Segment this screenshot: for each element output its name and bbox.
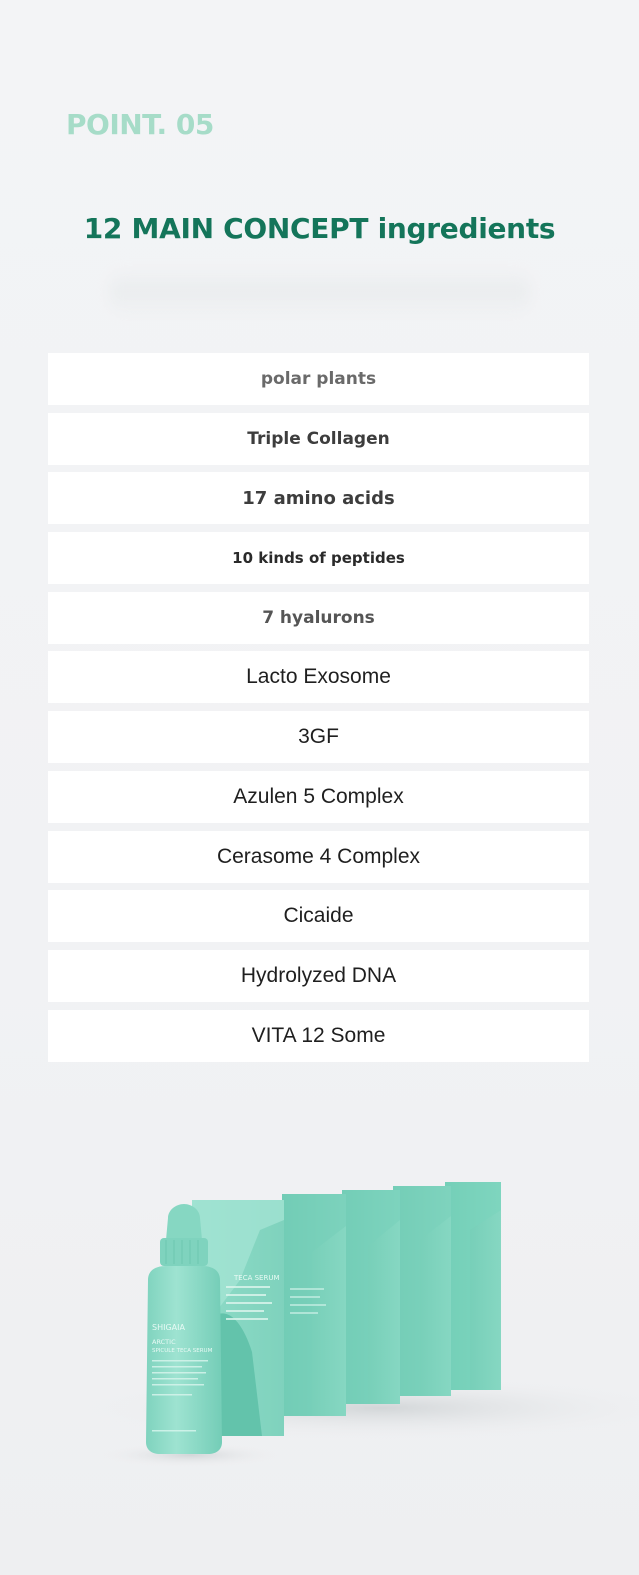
section-point-label: POINT. 05: [66, 108, 214, 141]
ingredient-item: [48, 950, 589, 1002]
bottle-brand: SHIGAIA: [152, 1323, 185, 1332]
ingredient-item: [48, 890, 589, 942]
ingredient-item: [48, 532, 589, 584]
ingredient-item: [48, 831, 589, 883]
ingredient-label: polar plants: [260, 369, 377, 389]
ingredient-item: [48, 353, 589, 405]
ingredient-label: Cerasome 4 Complex: [216, 844, 421, 868]
section-headline: 12 MAIN CONCEPT ingredients: [83, 212, 556, 245]
bottle-name-line2: SPICULE TECA SERUM: [152, 1348, 213, 1354]
ingredient-item: [48, 592, 589, 644]
ingredient-label: 17 amino acids: [242, 487, 395, 509]
ingredient-label: Triple Collagen: [247, 428, 390, 449]
box-label: TECA SERUM: [234, 1274, 280, 1282]
headline-reflection: [110, 268, 530, 318]
ingredient-item: [48, 472, 589, 524]
ingredient-item: [48, 651, 589, 703]
product-box: [342, 1190, 400, 1404]
ingredient-label: Lacto Exosome: [246, 665, 391, 689]
bottle-name-line1: ARCTIC: [152, 1338, 176, 1346]
ingredient-item: [48, 771, 589, 823]
ingredient-item: [48, 413, 589, 465]
ingredient-label: 7 hyalurons: [262, 607, 375, 628]
ingredient-label: 3GF: [298, 725, 339, 749]
product-photo: [0, 1090, 639, 1575]
product-box: [393, 1186, 451, 1396]
ingredient-list: [48, 353, 589, 1069]
ingredient-label: Cicaide: [283, 904, 354, 928]
ingredient-label: 10 kinds of peptides: [232, 549, 405, 568]
ingredient-label: Hydrolyzed DNA: [240, 963, 397, 987]
ingredient-item: [48, 711, 589, 763]
ingredient-label: Azulen 5 Complex: [233, 784, 404, 808]
product-box: [445, 1182, 501, 1390]
ingredient-item: [48, 1010, 589, 1062]
product-box: [282, 1194, 346, 1416]
ingredient-label: VITA 12 Some: [251, 1023, 386, 1047]
